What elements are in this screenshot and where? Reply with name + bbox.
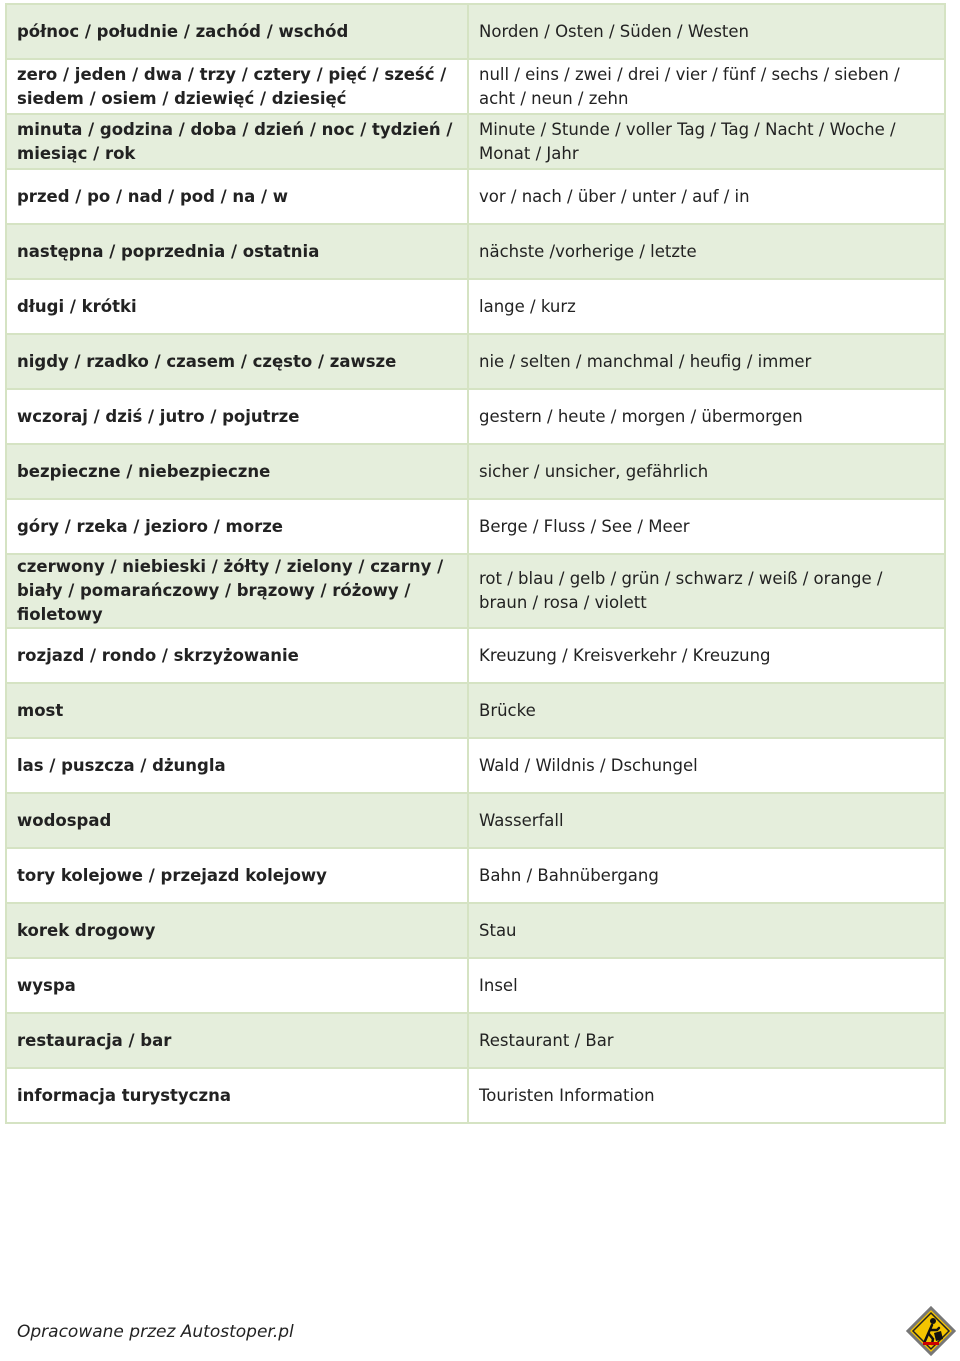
german-term-cell: Wasserfall: [468, 793, 945, 848]
polish-term-cell: tory kolejowe / przejazd kolejowy: [6, 848, 468, 903]
polish-term-cell: restauracja / bar: [6, 1013, 468, 1068]
table-row: [6, 683, 945, 738]
table-row: [6, 793, 945, 848]
german-term-cell: gestern / heute / morgen / übermorgen: [468, 389, 945, 444]
table-row: [6, 4, 945, 59]
german-term-cell: sicher / unsicher, gefährlich: [468, 444, 945, 499]
table-row: [6, 279, 945, 334]
table-row: [6, 628, 945, 683]
table-row: [6, 169, 945, 224]
polish-term-cell: wyspa: [6, 958, 468, 1013]
table-row: [6, 499, 945, 554]
polish-term-cell: wczoraj / dziś / jutro / pojutrze: [6, 389, 468, 444]
vocabulary-table: [5, 3, 946, 1124]
table-row: [6, 114, 945, 169]
polish-term-cell: zero / jeden / dwa / trzy / cztery / pięć / sześć / siedem / osiem / dziewięć / dziesięć: [6, 59, 468, 114]
polish-term-cell: bezpieczne / niebezpieczne: [6, 444, 468, 499]
polish-term-cell: północ / południe / zachód / wschód: [6, 4, 468, 59]
polish-term-cell: długi / krótki: [6, 279, 468, 334]
table-row: [6, 848, 945, 903]
table-row: [6, 903, 945, 958]
table-row: [6, 1013, 945, 1068]
footer-credit: Opracowane przez Autostoper.pl: [17, 1322, 294, 1342]
table-row: [6, 224, 945, 279]
german-term-cell: Brücke: [468, 683, 945, 738]
polish-term-cell: most: [6, 683, 468, 738]
polish-term-cell: las / puszcza / dżungla: [6, 738, 468, 793]
german-term-cell: Wald / Wildnis / Dschungel: [468, 738, 945, 793]
table-row: [6, 59, 945, 114]
polish-term-cell: góry / rzeka / jezioro / morze: [6, 499, 468, 554]
polish-term-cell: nigdy / rzadko / czasem / często / zawsze: [6, 334, 468, 389]
german-term-cell: Kreuzung / Kreisverkehr / Kreuzung: [468, 628, 945, 683]
german-term-cell: Norden / Osten / Süden / Westen: [468, 4, 945, 59]
polish-term-cell: wodospad: [6, 793, 468, 848]
polish-term-cell: przed / po / nad / pod / na / w: [6, 169, 468, 224]
german-term-cell: nie / selten / manchmal / heufig / immer: [468, 334, 945, 389]
german-term-cell: Bahn / Bahnübergang: [468, 848, 945, 903]
table-row: [6, 444, 945, 499]
polish-term-cell: minuta / godzina / doba / dzień / noc / tydzień / miesiąc / rok: [6, 114, 468, 169]
polish-term-cell: korek drogowy: [6, 903, 468, 958]
german-term-cell: null / eins / zwei / drei / vier / fünf / sechs / sieben / acht / neun / zehn: [468, 59, 945, 114]
german-term-cell: Touristen Information: [468, 1068, 945, 1123]
polish-term-cell: informacja turystyczna: [6, 1068, 468, 1123]
table-row: [6, 738, 945, 793]
german-term-cell: Stau: [468, 903, 945, 958]
polish-term-cell: czerwony / niebieski / żółty / zielony / czarny / biały / pomarańczowy / brązowy / różowy / fioletowy: [6, 554, 468, 628]
german-term-cell: nächste /vorherige / letzte: [468, 224, 945, 279]
table-row: [6, 958, 945, 1013]
german-term-cell: lange / kurz: [468, 279, 945, 334]
german-term-cell: Insel: [468, 958, 945, 1013]
table-row: [6, 1068, 945, 1123]
german-term-cell: vor / nach / über / unter / auf / in: [468, 169, 945, 224]
table-row: [6, 334, 945, 389]
german-term-cell: rot / blau / gelb / grün / schwarz / weiß / orange / braun / rosa / violett: [468, 554, 945, 628]
hitchhiker-road-sign-icon: [906, 1306, 956, 1356]
german-term-cell: Restaurant / Bar: [468, 1013, 945, 1068]
table-row: [6, 389, 945, 444]
german-term-cell: Minute / Stunde / voller Tag / Tag / Nacht / Woche / Monat / Jahr: [468, 114, 945, 169]
polish-term-cell: następna / poprzednia / ostatnia: [6, 224, 468, 279]
german-term-cell: Berge / Fluss / See / Meer: [468, 499, 945, 554]
table-row: [6, 554, 945, 628]
polish-term-cell: rozjazd / rondo / skrzyżowanie: [6, 628, 468, 683]
